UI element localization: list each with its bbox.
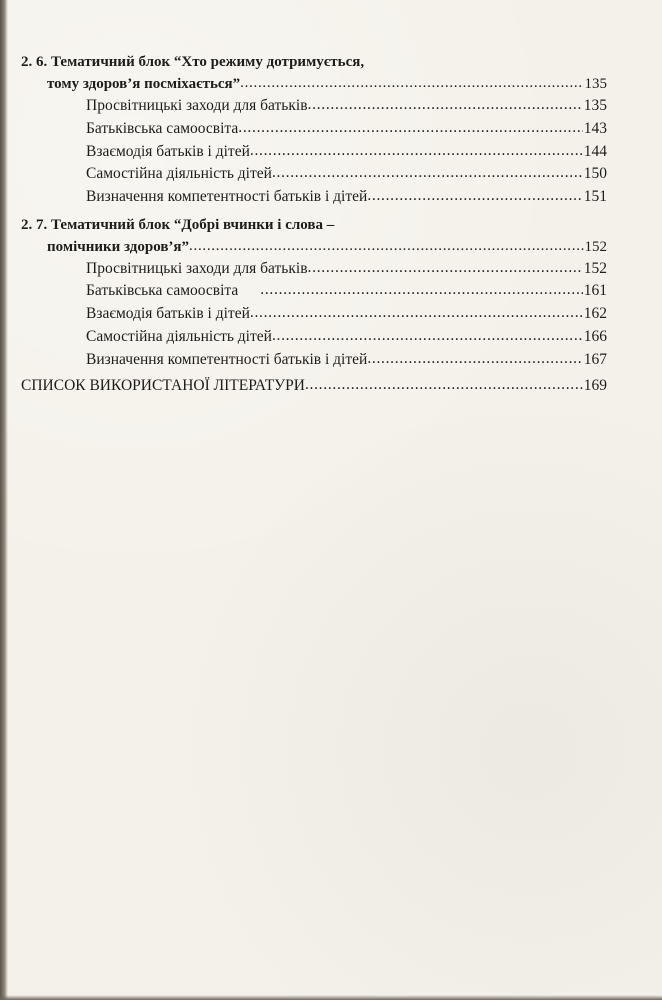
toc-entry[interactable]: [86, 281, 607, 301]
page-bottom-edge-shadow: [0, 995, 662, 1000]
toc-entry[interactable]: [86, 187, 607, 207]
toc-page-number: 135: [584, 76, 607, 92]
toc-leader-dots: [305, 375, 583, 395]
toc-leader-dots: [250, 303, 583, 323]
toc-leader-dots: [260, 280, 582, 300]
toc-entry-label: СПИСОК ВИКОРИСТАНОЇ ЛІТЕРАТУРИ: [21, 377, 305, 394]
toc-heading-text: тому здоров’я посміхається”: [47, 76, 241, 92]
toc-entry[interactable]: [86, 327, 607, 347]
toc-entry[interactable]: [86, 142, 607, 162]
toc-entry-label: Визначення компетентності батьків і дітей: [86, 351, 368, 368]
toc-page-number: 144: [583, 143, 607, 160]
toc-leader-dots: [189, 236, 583, 256]
toc-entry[interactable]: [86, 119, 607, 139]
toc-references-entry[interactable]: [21, 376, 607, 396]
toc-entry-label: Визначення компетентності батьків і дітей: [86, 188, 368, 205]
toc-page-number: 152: [584, 239, 607, 255]
toc-entry[interactable]: [86, 350, 607, 370]
toc-page-number: 167: [583, 351, 607, 368]
toc-heading-text: помічники здоров’я”: [47, 239, 190, 255]
toc-page-number: 169: [583, 377, 607, 394]
toc-entry-label: Батьківська самоосвіта: [86, 282, 239, 299]
toc-leader-dots: [367, 186, 582, 206]
toc-leader-dots: [272, 163, 583, 183]
toc-leader-dots: [367, 349, 582, 369]
table-of-contents: [0, 0, 662, 420]
toc-entry[interactable]: [86, 164, 607, 184]
toc-entry-label: Взаємодія батьків і дітей: [86, 305, 250, 322]
toc-page-number: 166: [583, 328, 607, 345]
toc-leader-dots: [272, 326, 583, 346]
toc-page-number: 162: [583, 305, 607, 322]
toc-entry[interactable]: [86, 96, 607, 116]
toc-leader-dots: [240, 73, 583, 93]
toc-leader-dots: [308, 95, 583, 115]
toc-entry-label: Просвітницькі заходи для батьків: [86, 97, 308, 114]
toc-page-number: 143: [583, 120, 607, 137]
toc-leader-dots: [308, 258, 583, 278]
toc-page-number: 151: [583, 188, 607, 205]
toc-heading-text: 2. 7. Тематичний блок “Добрі вчинки і слова –: [21, 217, 335, 233]
toc-leader-dots: [250, 141, 583, 161]
toc-entry-label: Просвітницькі заходи для батьків: [86, 260, 308, 277]
toc-page-number: 135: [583, 97, 607, 114]
toc-entry-label: Самостійна діяльність дітей: [86, 165, 272, 182]
toc-entry[interactable]: [86, 304, 607, 324]
toc-entry[interactable]: [86, 259, 607, 279]
toc-page-number: 152: [583, 260, 607, 277]
toc-heading-2-6-line2[interactable]: [47, 74, 607, 94]
toc-heading-text: 2. 6. Тематичний блок “Хто режиму дотримується,: [21, 54, 365, 70]
toc-heading-2-7-line1: [21, 215, 334, 235]
toc-page-number: 161: [583, 282, 607, 299]
toc-leader-dots: [238, 118, 582, 138]
toc-heading-2-6-line1: [21, 52, 364, 72]
toc-page-number: 150: [583, 165, 607, 182]
toc-entry-label: Самостійна діяльність дітей: [86, 328, 272, 345]
toc-heading-2-7-line2[interactable]: [47, 237, 607, 257]
toc-entry-label: Взаємодія батьків і дітей: [86, 143, 250, 160]
toc-entry-label: Батьківська самоосвіта: [86, 120, 239, 137]
